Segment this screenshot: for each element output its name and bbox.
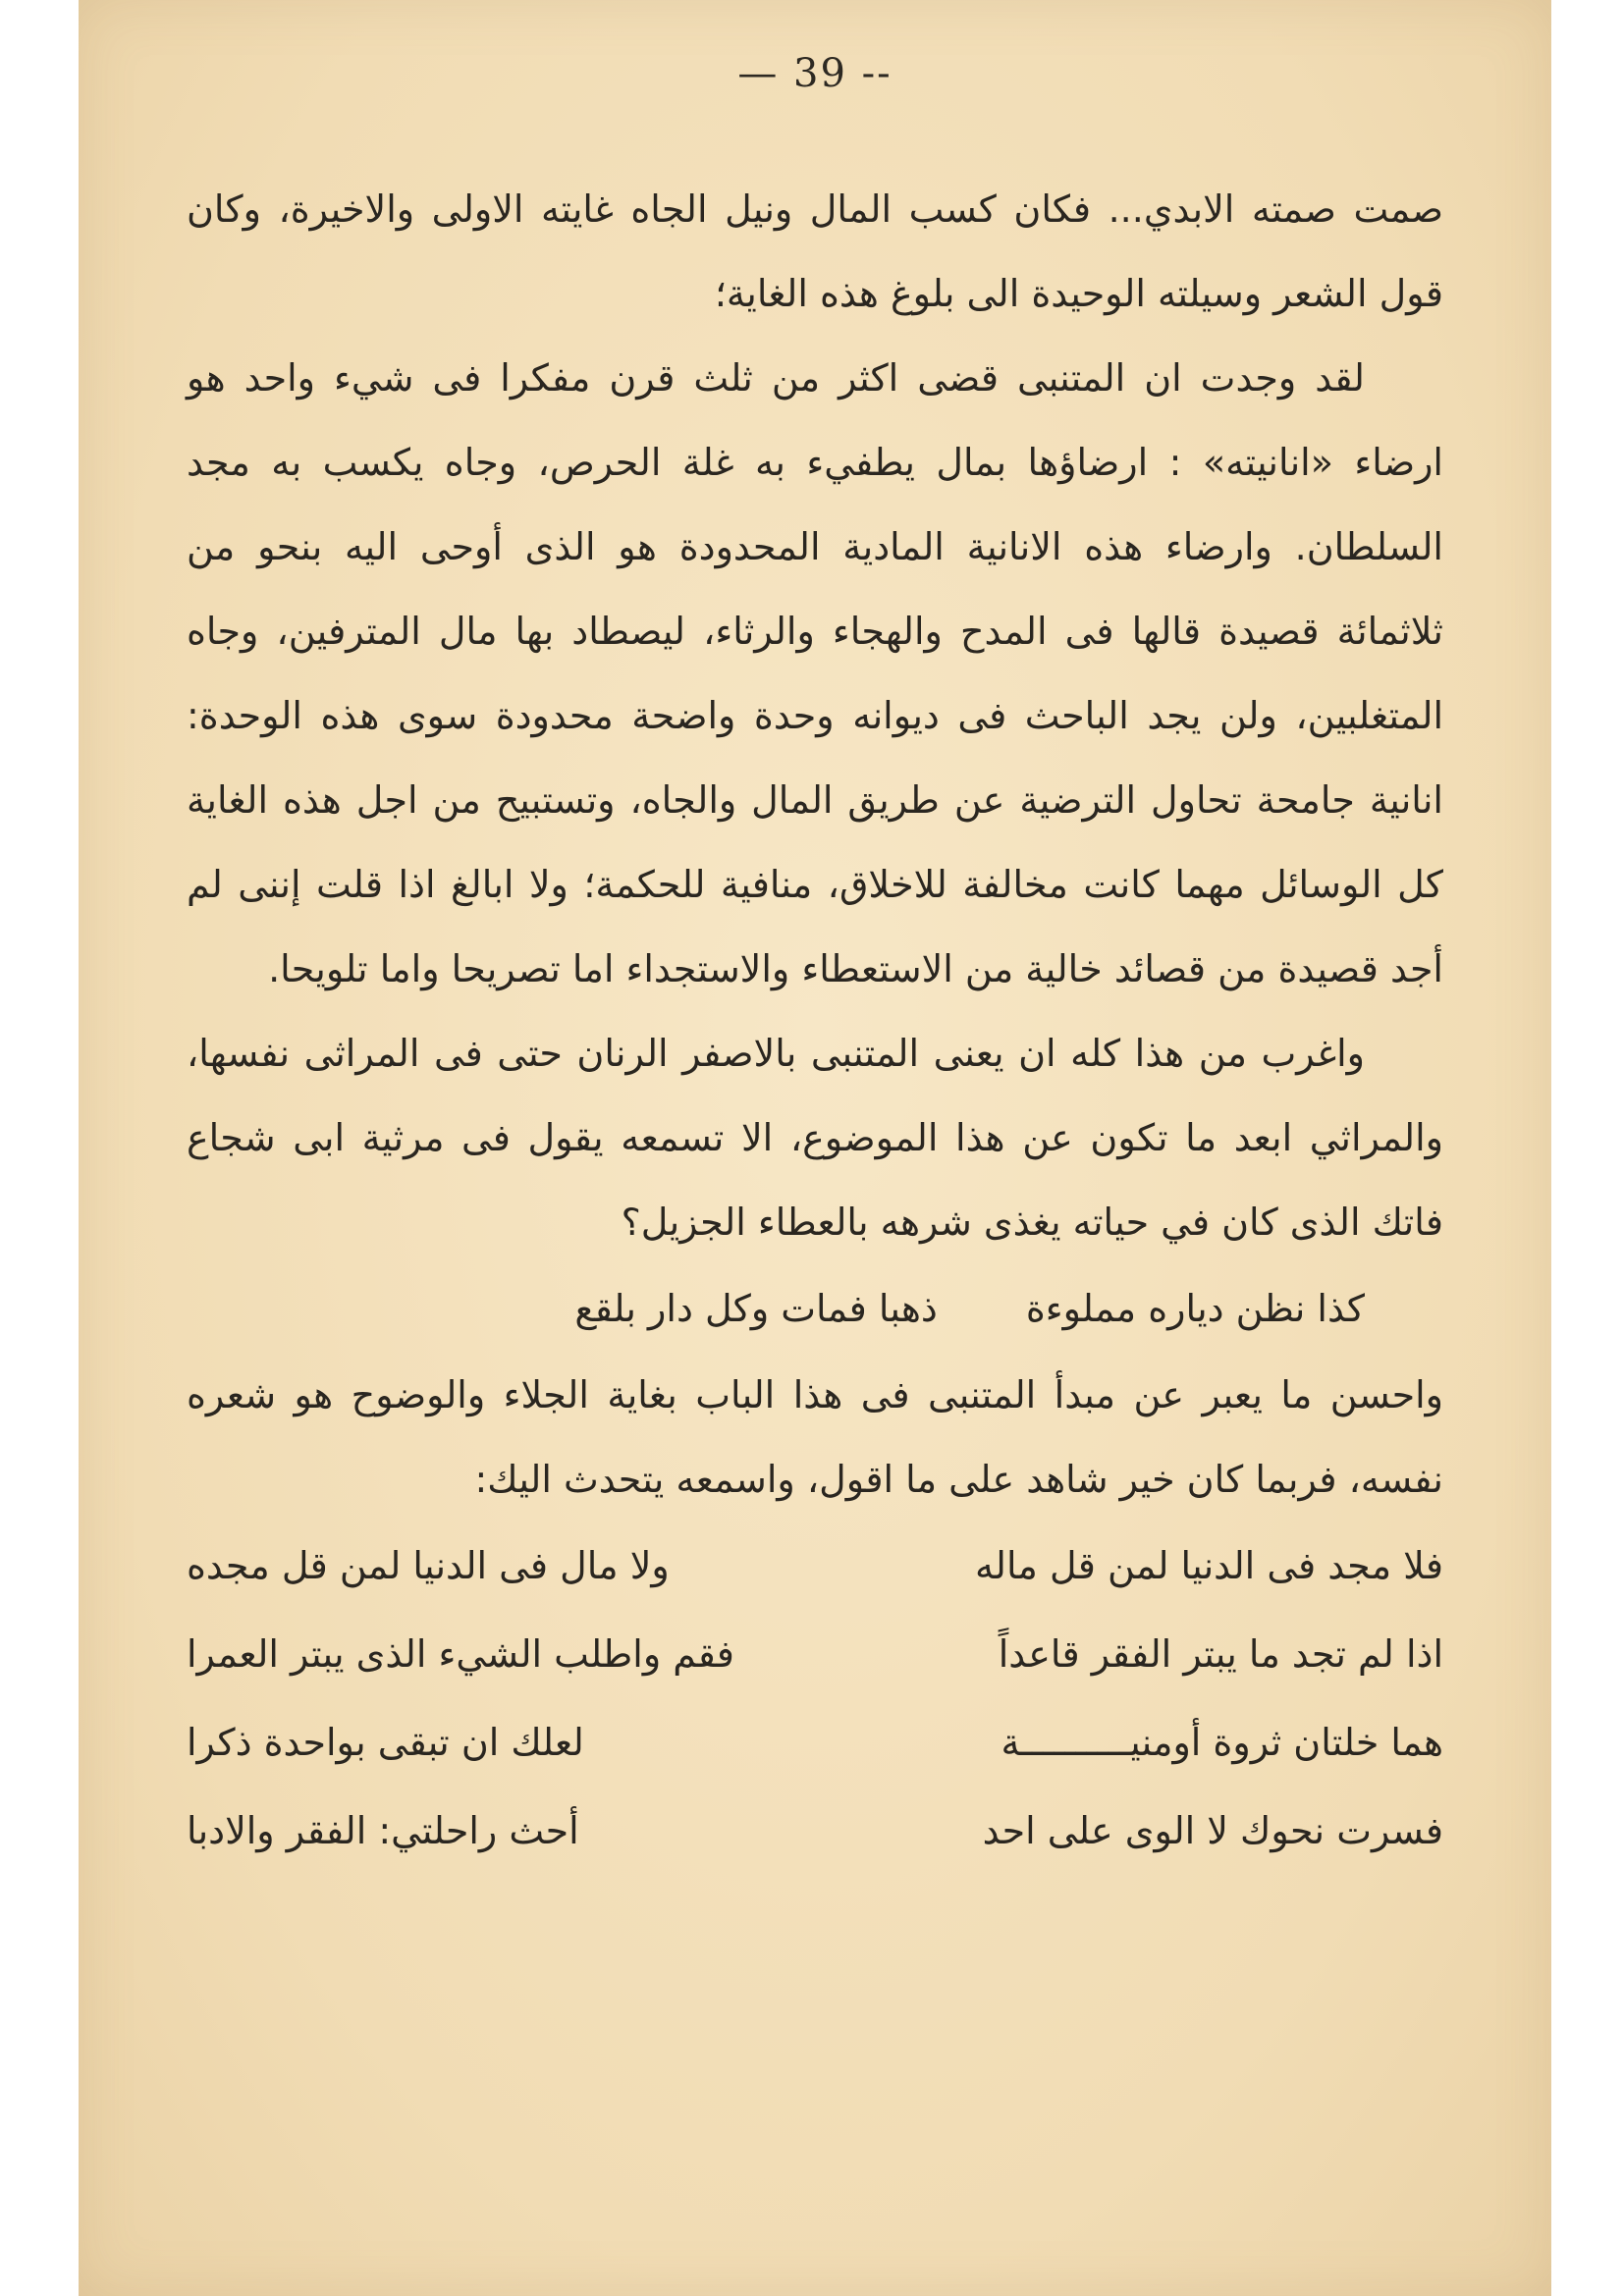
- verse-4-first-hemistich: هما خلتان ثروة أومنيــــــــــة: [1001, 1721, 1443, 1764]
- paragraph-2: لقد وجدت ان المتنبى قضى اكثر من ثلث قرن مفكرا فى شيء واحد هو ارضاء «انانيته» : ارضاؤها بمال يطفيء به غلة الحرص، وجاه يكسب به مجد السلطان. وارضاء هذه الانانية المادية المحدودة هو الذى أوحى اليه بنحو من ثلاثمائة قصيدة قالها فى المدح والهجاء والرثاء، ليصطاد بها مال المترفين، وجاه المتغلبين، ولن يجد الباحث فى ديوانه وحدة واضحة محدودة سوى هذه الوحدة: انانية جامحة تحاول الترضية عن طريق المال والجاه، وتستبيح من اجل هذه الغاية كل الوسائل مهما كانت مخالفة للاخلاق، منافية للحكمة؛ ولا ابالغ اذا قلت إننى لم أجد قصيدة من قصائد خالية من الاستعطاء والاستجداء اما تصريحا واما تلويحا.: [187, 356, 1443, 990]
- page-text: [187, 167, 1443, 1875]
- verse-5-first-hemistich: فسرت نحوك لا الوى على احد: [982, 1809, 1443, 1852]
- verse-5-second-hemistich: أحث راحلتي: الفقر والادبا: [187, 1809, 579, 1852]
- paragraph-4: واحسن ما يعبر عن مبدأ المتنبى فى هذا الباب بغاية الجلاء والوضوح هو شعره نفسه، فربما كان خير شاهد على ما اقول، واسمعه يتحدث اليك:: [187, 1373, 1443, 1501]
- verse-1-second-hemistich: ذهبا فمات وكل دار بلقع: [574, 1287, 938, 1330]
- verse-2-first-hemistich: فلا مجد فى الدنيا لمن قل ماله: [975, 1544, 1443, 1587]
- page-number: — 39 --: [737, 51, 893, 96]
- verse-2: [187, 1522, 1443, 1610]
- verse-3-first-hemistich: اذا لم تجد ما يبتر الفقر قاعداً: [998, 1632, 1443, 1676]
- paragraph-1: صمت صمته الابدي... فكان كسب المال ونيل الجاه غايته الاولى والاخيرة، وكان قول الشعر وسيلته الوحيدة الى بلوغ هذه الغاية؛: [187, 187, 1443, 315]
- paragraph-3: واغرب من هذا كله ان يعنى المتنبى بالاصفر الرنان حتى فى المراثى نفسها، والمراثي ابعد ما تكون عن هذا الموضوع، الا تسمعه يقول فى مرثية ابى شجاع فاتك الذى كان في حياته يغذى شرهه بالعطاء الجزيل؟: [187, 1032, 1443, 1244]
- verse-1: [187, 1264, 1443, 1353]
- verse-4: [187, 1698, 1443, 1787]
- verse-5: [187, 1787, 1443, 1875]
- book-page: [79, 0, 1551, 2296]
- verse-3-second-hemistich: فقم واطلب الشيء الذى يبتر العمرا: [187, 1632, 734, 1676]
- verse-4-second-hemistich: لعلك ان تبقى بواحدة ذكرا: [187, 1721, 584, 1764]
- verse-2-second-hemistich: ولا مال فى الدنيا لمن قل مجده: [187, 1544, 670, 1587]
- verse-3: [187, 1610, 1443, 1698]
- verse-1-first-hemistich: كذا نظن دياره مملوءة: [1025, 1287, 1365, 1330]
